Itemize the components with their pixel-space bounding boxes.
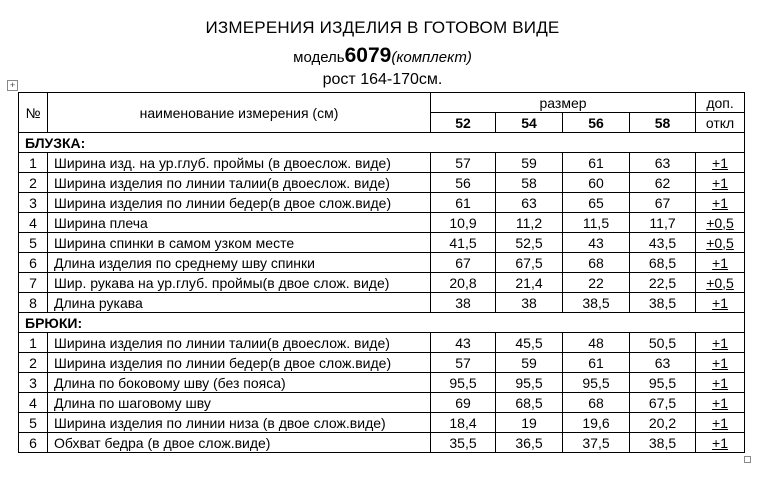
row-number: 4	[19, 213, 48, 233]
size-value: 59	[496, 353, 563, 373]
table-row	[19, 413, 745, 433]
header-row-top	[19, 93, 745, 113]
size-value: 43,5	[630, 233, 696, 253]
size-value: 60	[563, 173, 630, 193]
size-value: 11,2	[496, 213, 563, 233]
row-number: 4	[19, 393, 48, 413]
table-row	[19, 193, 745, 213]
measurement-name: Шир. рукава на ур.глуб. проймы(в двое слож. виде)	[48, 273, 431, 293]
tolerance-value: +1	[712, 334, 729, 351]
measurement-name: Ширина изделия по линии бедер(в двое слож.виде)	[48, 193, 431, 213]
table-row	[19, 353, 745, 373]
measurement-name: Длина изделия по среднему шву спинки	[48, 253, 431, 273]
measurement-name: Ширина изд. на ур.глуб. проймы (в двоеслож. виде)	[48, 153, 431, 173]
header-tolerance-bottom: откл	[696, 113, 745, 133]
tolerance-value: +1	[712, 154, 729, 171]
table-row	[19, 333, 745, 353]
tolerance-cell	[696, 393, 745, 413]
size-value: 56	[431, 173, 496, 193]
size-value: 61	[431, 193, 496, 213]
size-value: 38,5	[630, 433, 696, 453]
tolerance-cell	[696, 353, 745, 373]
table-row	[19, 373, 745, 393]
size-value: 35,5	[431, 433, 496, 453]
size-value: 11,5	[563, 213, 630, 233]
tolerance-cell	[696, 333, 745, 353]
size-value: 61	[563, 353, 630, 373]
tolerance-value: +1	[712, 194, 729, 211]
table-row	[19, 433, 745, 453]
height-line: рост 164-170см.	[322, 71, 443, 88]
tolerance-cell	[696, 213, 745, 233]
table-row	[19, 393, 745, 413]
measurement-name: Длина по шаговому шву	[48, 393, 431, 413]
header-size: размер	[431, 93, 696, 113]
tolerance-cell	[696, 273, 745, 293]
tolerance-value: +1	[712, 294, 729, 311]
row-number: 1	[19, 153, 48, 173]
measurements-table	[18, 92, 745, 453]
tolerance-value: +1	[712, 394, 729, 411]
tolerance-cell	[696, 233, 745, 253]
model-line	[0, 44, 765, 68]
size-value: 20,2	[630, 413, 696, 433]
size-value: 67	[431, 253, 496, 273]
size-value: 48	[563, 333, 630, 353]
size-value: 41,5	[431, 233, 496, 253]
measurement-name: Ширина плеча	[48, 213, 431, 233]
size-value: 62	[630, 173, 696, 193]
header-size-col: 56	[563, 113, 630, 133]
size-value: 20,8	[431, 273, 496, 293]
size-value: 50,5	[630, 333, 696, 353]
size-value: 59	[496, 153, 563, 173]
header-size-col: 54	[496, 113, 563, 133]
tolerance-value: +1	[712, 434, 729, 451]
measurement-name: Ширина изделия по линии низа (в двое слож.виде)	[48, 413, 431, 433]
table-move-handle-icon[interactable]: +	[7, 80, 18, 91]
tolerance-cell	[696, 413, 745, 433]
size-value: 68,5	[630, 253, 696, 273]
table-row	[19, 293, 745, 313]
size-value: 11,7	[630, 213, 696, 233]
row-number: 3	[19, 373, 48, 393]
size-value: 38	[431, 293, 496, 313]
size-value: 69	[431, 393, 496, 413]
row-number: 5	[19, 233, 48, 253]
table-row	[19, 173, 745, 193]
size-value: 52,5	[496, 233, 563, 253]
tolerance-value: +0,5	[706, 274, 734, 291]
tolerance-value: +1	[712, 254, 729, 271]
size-value: 10,9	[431, 213, 496, 233]
size-value: 37,5	[563, 433, 630, 453]
row-number: 6	[19, 253, 48, 273]
size-value: 95,5	[431, 373, 496, 393]
row-number: 1	[19, 333, 48, 353]
table-row	[19, 253, 745, 273]
row-number: 6	[19, 433, 48, 453]
size-value: 63	[630, 153, 696, 173]
size-value: 57	[431, 153, 496, 173]
tolerance-value: +0,5	[706, 214, 734, 231]
header-name: наименование измерения (см)	[48, 93, 431, 133]
measurement-name: Ширина спинки в самом узком месте	[48, 233, 431, 253]
size-value: 61	[563, 153, 630, 173]
tolerance-cell	[696, 173, 745, 193]
size-value: 67,5	[496, 253, 563, 273]
header-tolerance-top: доп.	[696, 93, 745, 113]
tolerance-cell	[696, 433, 745, 453]
size-value: 67,5	[630, 393, 696, 413]
size-value: 19	[496, 413, 563, 433]
measurement-name: Ширина изделия по линии талии(в двоеслож. виде)	[48, 333, 431, 353]
measurement-name: Длина рукава	[48, 293, 431, 313]
size-value: 43	[431, 333, 496, 353]
size-value: 95,5	[563, 373, 630, 393]
row-number: 7	[19, 273, 48, 293]
size-value: 22	[563, 273, 630, 293]
tolerance-value: +1	[712, 354, 729, 371]
size-value: 95,5	[630, 373, 696, 393]
tolerance-value: +1	[712, 174, 729, 191]
size-value: 21,4	[496, 273, 563, 293]
size-value: 63	[496, 193, 563, 213]
header-size-col: 52	[431, 113, 496, 133]
section-row	[19, 313, 745, 333]
table-row	[19, 273, 745, 293]
model-prefix: модель	[293, 49, 345, 66]
tolerance-cell	[696, 193, 745, 213]
row-number: 2	[19, 173, 48, 193]
size-value: 38,5	[563, 293, 630, 313]
tolerance-value: +0,5	[706, 234, 734, 251]
size-value: 18,4	[431, 413, 496, 433]
size-value: 67	[630, 193, 696, 213]
size-value: 45,5	[496, 333, 563, 353]
section-row	[19, 133, 745, 153]
size-value: 36,5	[496, 433, 563, 453]
tolerance-cell	[696, 253, 745, 273]
document-title: ИЗМЕРЕНИЯ ИЗДЕЛИЯ В ГОТОВОМ ВИДЕ	[205, 18, 560, 37]
size-value: 22,5	[630, 273, 696, 293]
tolerance-cell	[696, 293, 745, 313]
size-value: 19,6	[563, 413, 630, 433]
row-number: 5	[19, 413, 48, 433]
tolerance-value: +1	[712, 374, 729, 391]
size-value: 68	[563, 393, 630, 413]
section-title: БЛУЗКА:	[19, 133, 745, 153]
size-value: 43	[563, 233, 630, 253]
model-number: 6079	[344, 44, 392, 67]
row-number: 8	[19, 293, 48, 313]
table-resize-handle[interactable]	[744, 456, 751, 463]
row-number: 3	[19, 193, 48, 213]
size-value: 38	[496, 293, 563, 313]
size-value: 95,5	[496, 373, 563, 393]
tolerance-cell	[696, 153, 745, 173]
measurement-name: Длина по боковому шву (без пояса)	[48, 373, 431, 393]
header-no: №	[19, 93, 48, 133]
size-value: 38,5	[630, 293, 696, 313]
header-size-col: 58	[630, 113, 696, 133]
measurement-name: Ширина изделия по линии бедер(в двое слож.виде)	[48, 353, 431, 373]
tolerance-value: +1	[712, 414, 729, 431]
size-value: 58	[496, 173, 563, 193]
size-value: 65	[563, 193, 630, 213]
size-value: 63	[630, 353, 696, 373]
model-suffix: (комплект)	[391, 49, 472, 66]
table-row	[19, 233, 745, 253]
measurement-name: Ширина изделия по линии талии(в двоеслож. виде)	[48, 173, 431, 193]
size-value: 57	[431, 353, 496, 373]
section-title: БРЮКИ:	[19, 313, 745, 333]
tolerance-cell	[696, 373, 745, 393]
size-value: 68,5	[496, 393, 563, 413]
size-value: 68	[563, 253, 630, 273]
table-row	[19, 153, 745, 173]
row-number: 2	[19, 353, 48, 373]
table-row	[19, 213, 745, 233]
measurement-name: Обхват бедра (в двое слож.виде)	[48, 433, 431, 453]
